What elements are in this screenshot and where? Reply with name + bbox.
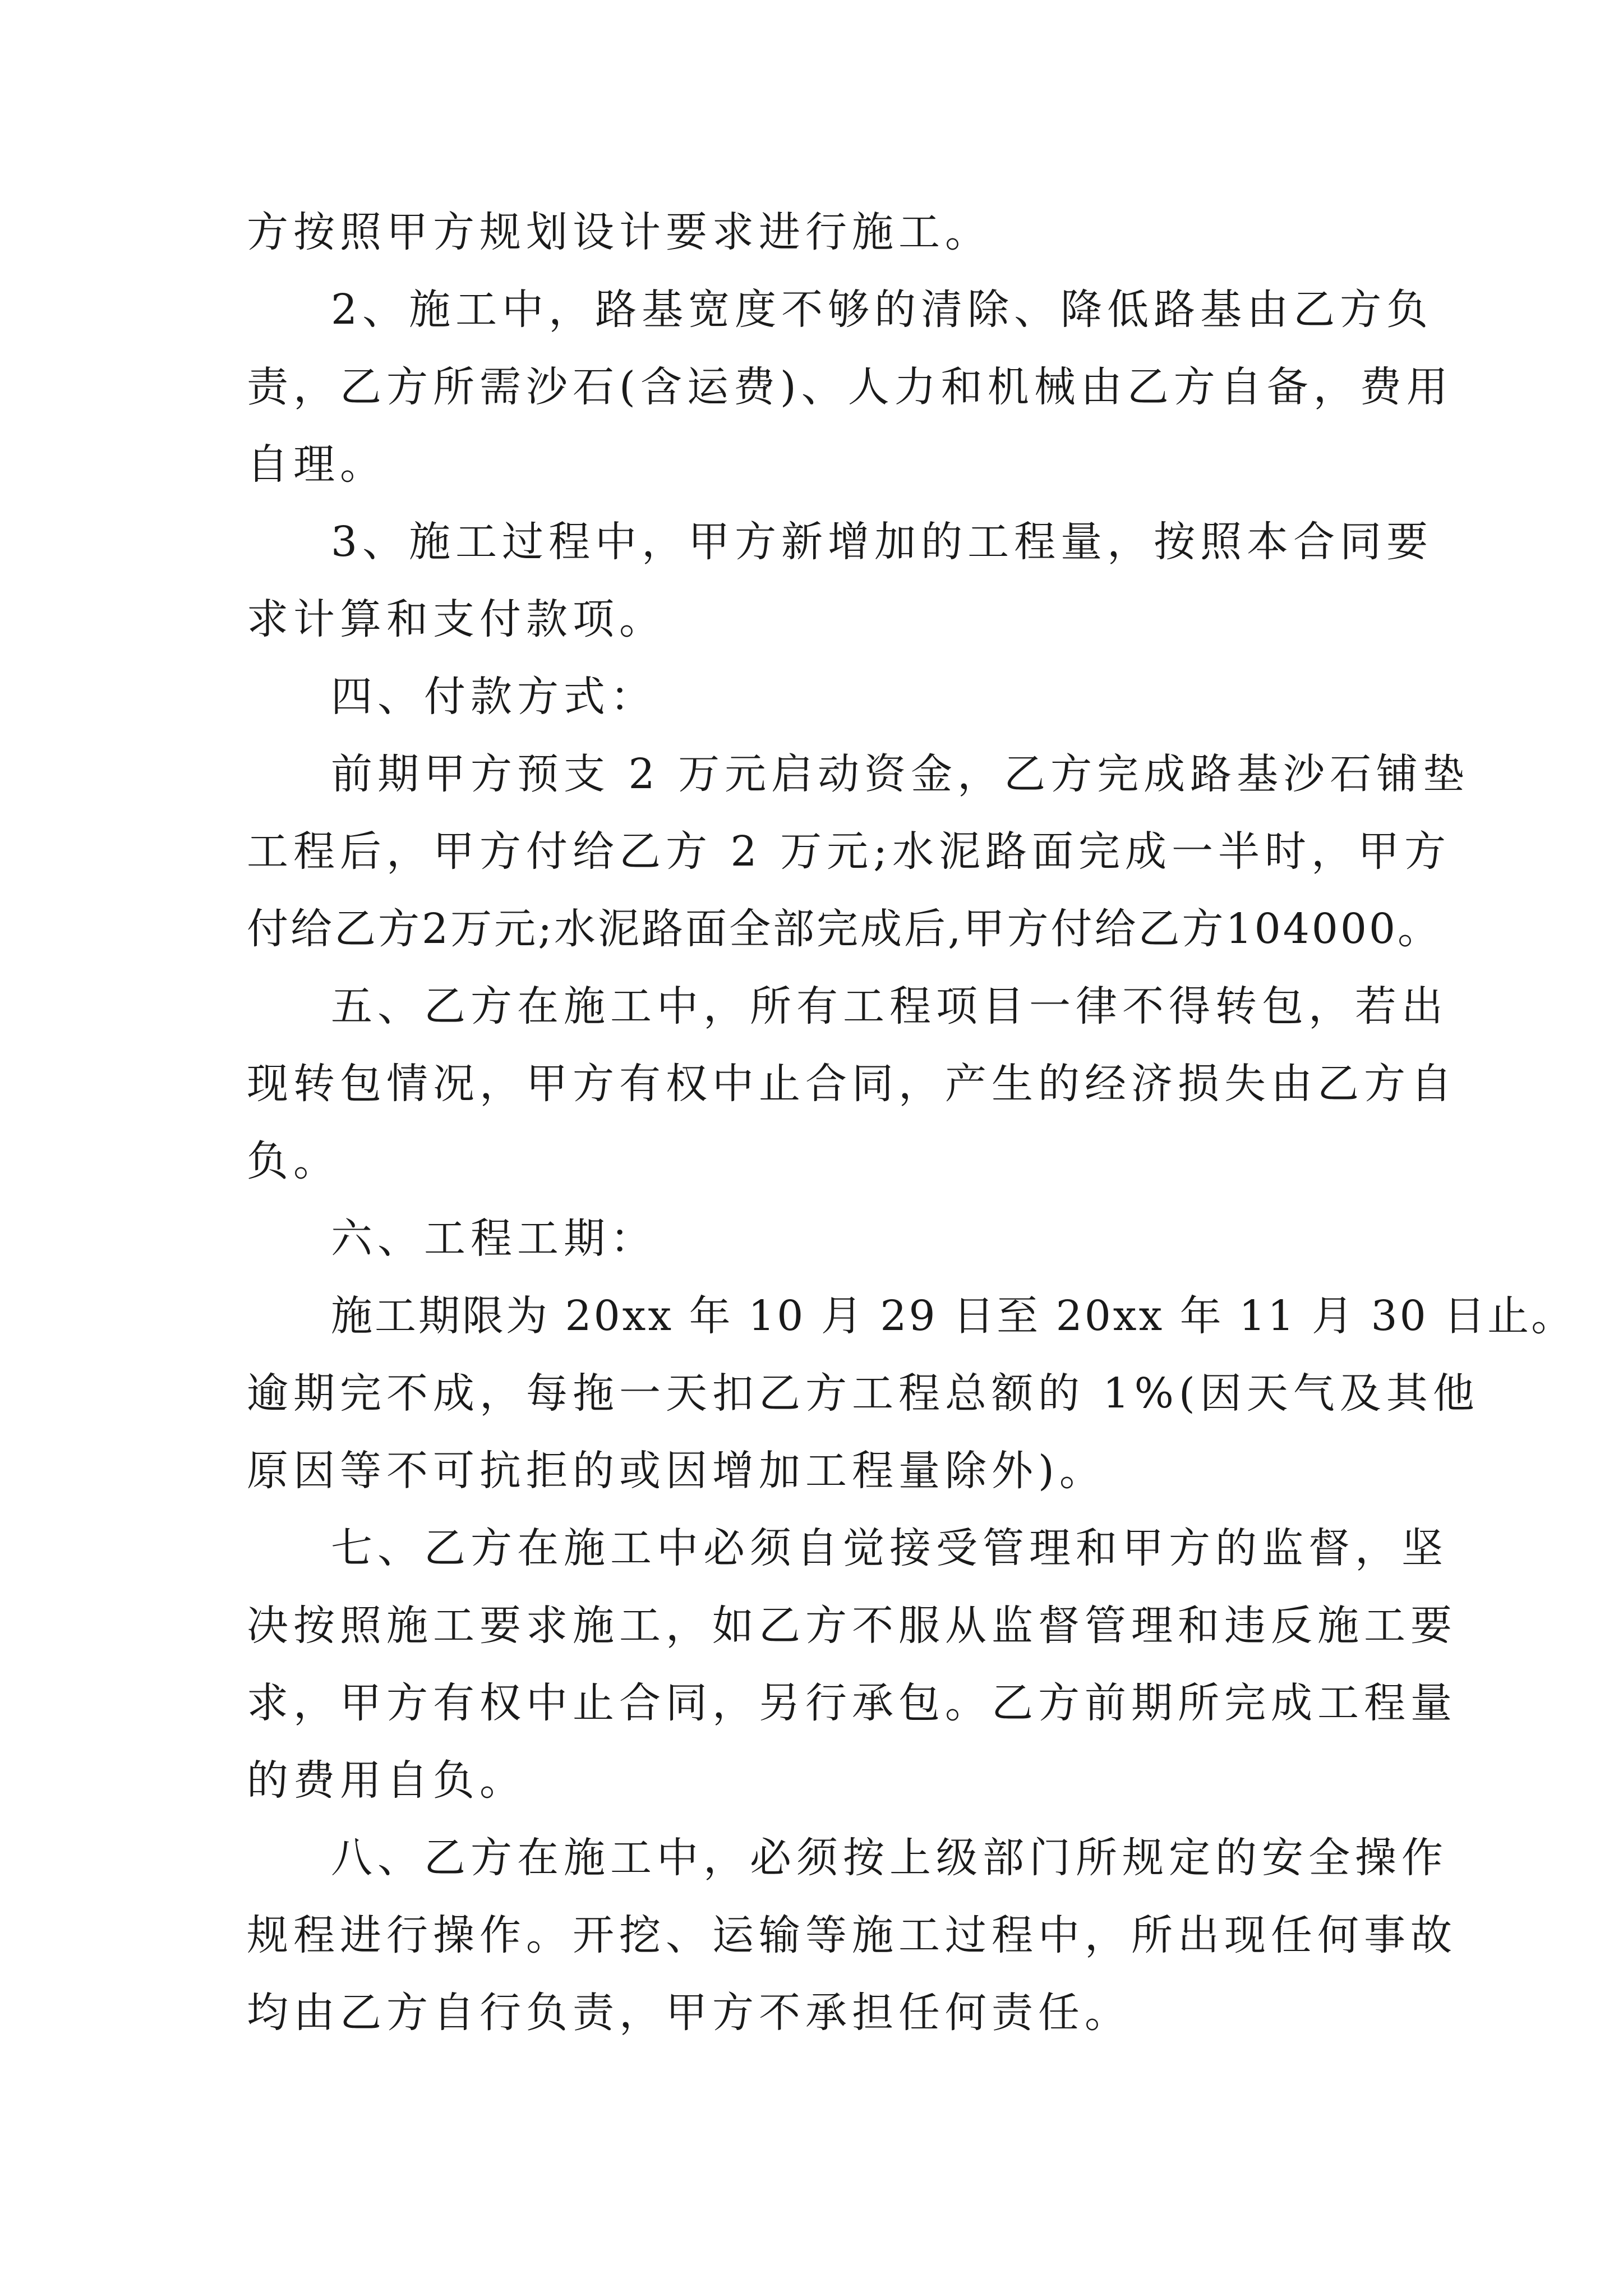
text-line: 求计算和支付款项。 — [247, 595, 666, 643]
text-line: 自理。 — [247, 440, 386, 489]
text-line: 付给乙方2万元;水泥路面全部完成后,甲方付给乙方104000。 — [247, 905, 1442, 953]
text-line: 原因等不可抗拒的或因增加工程量除外)。 — [247, 1447, 1106, 1495]
text-line: 六、工程工期： — [331, 1214, 657, 1263]
text-line: 四、付款方式： — [331, 673, 657, 721]
paragraph-item-3 — [247, 503, 1433, 658]
paragraph-item-2 — [247, 271, 1453, 503]
text-line: 施工期限为 20xx 年 10 月 29 日至 20xx 年 11 月 30 日止。 — [331, 1292, 1575, 1340]
paragraph-section-8 — [247, 1819, 1457, 2051]
text-line: 负。 — [247, 1137, 340, 1185]
text-line: 工程后，甲方付给乙方 2 万元;水泥路面完成一半时，甲方 — [247, 827, 1451, 876]
document-page — [247, 194, 1575, 2051]
section-6-heading — [247, 1200, 1391, 1277]
text-line: 逾期完不成，每拖一天扣乙方工程总额的 1%(因天气及其他 — [247, 1369, 1479, 1418]
text-line: 八、乙方在施工中，必须按上级部门所规定的安全操作 — [331, 1834, 1448, 1882]
text-line: 方按照甲方规划设计要求进行施工。 — [247, 208, 992, 256]
paragraph-intro-tail — [247, 194, 1391, 271]
text-line: 均由乙方自行负责，甲方不承担任何责任。 — [247, 1989, 1131, 2037]
text-line: 求，甲方有权中止合同，另行承包。乙方前期所完成工程量 — [247, 1679, 1457, 1727]
text-line: 现转包情况，甲方有权中止合同，产生的经济损失由乙方自 — [247, 1060, 1457, 1108]
section-4-heading — [247, 658, 1391, 735]
text-line: 规程进行操作。开挖、运输等施工过程中，所出现任何事故 — [247, 1911, 1457, 1959]
text-line: 前期甲方预支 2 万元启动资金，乙方完成路基沙石铺垫 — [331, 750, 1470, 798]
text-line: 五、乙方在施工中，所有工程项目一律不得转包，若出 — [331, 982, 1448, 1030]
text-line: 七、乙方在施工中必须自觉接受管理和甲方的监督，坚 — [331, 1524, 1448, 1572]
text-line: 责，乙方所需沙石(含运费)、人力和机械由乙方自备，费用 — [247, 363, 1453, 411]
text-line: 3、施工过程中，甲方新增加的工程量，按照本合同要 — [331, 518, 1433, 566]
text-line: 决按照施工要求施工，如乙方不服从监督管理和违反施工要 — [247, 1602, 1457, 1650]
text-line: 的费用自负。 — [247, 1756, 526, 1805]
paragraph-section-4-body — [247, 735, 1470, 968]
text-line: 2、施工中，路基宽度不够的清除、降低路基由乙方负 — [331, 286, 1433, 334]
paragraph-section-7 — [247, 1510, 1457, 1819]
paragraph-section-5 — [247, 968, 1457, 1200]
paragraph-section-6-body — [247, 1277, 1575, 1510]
